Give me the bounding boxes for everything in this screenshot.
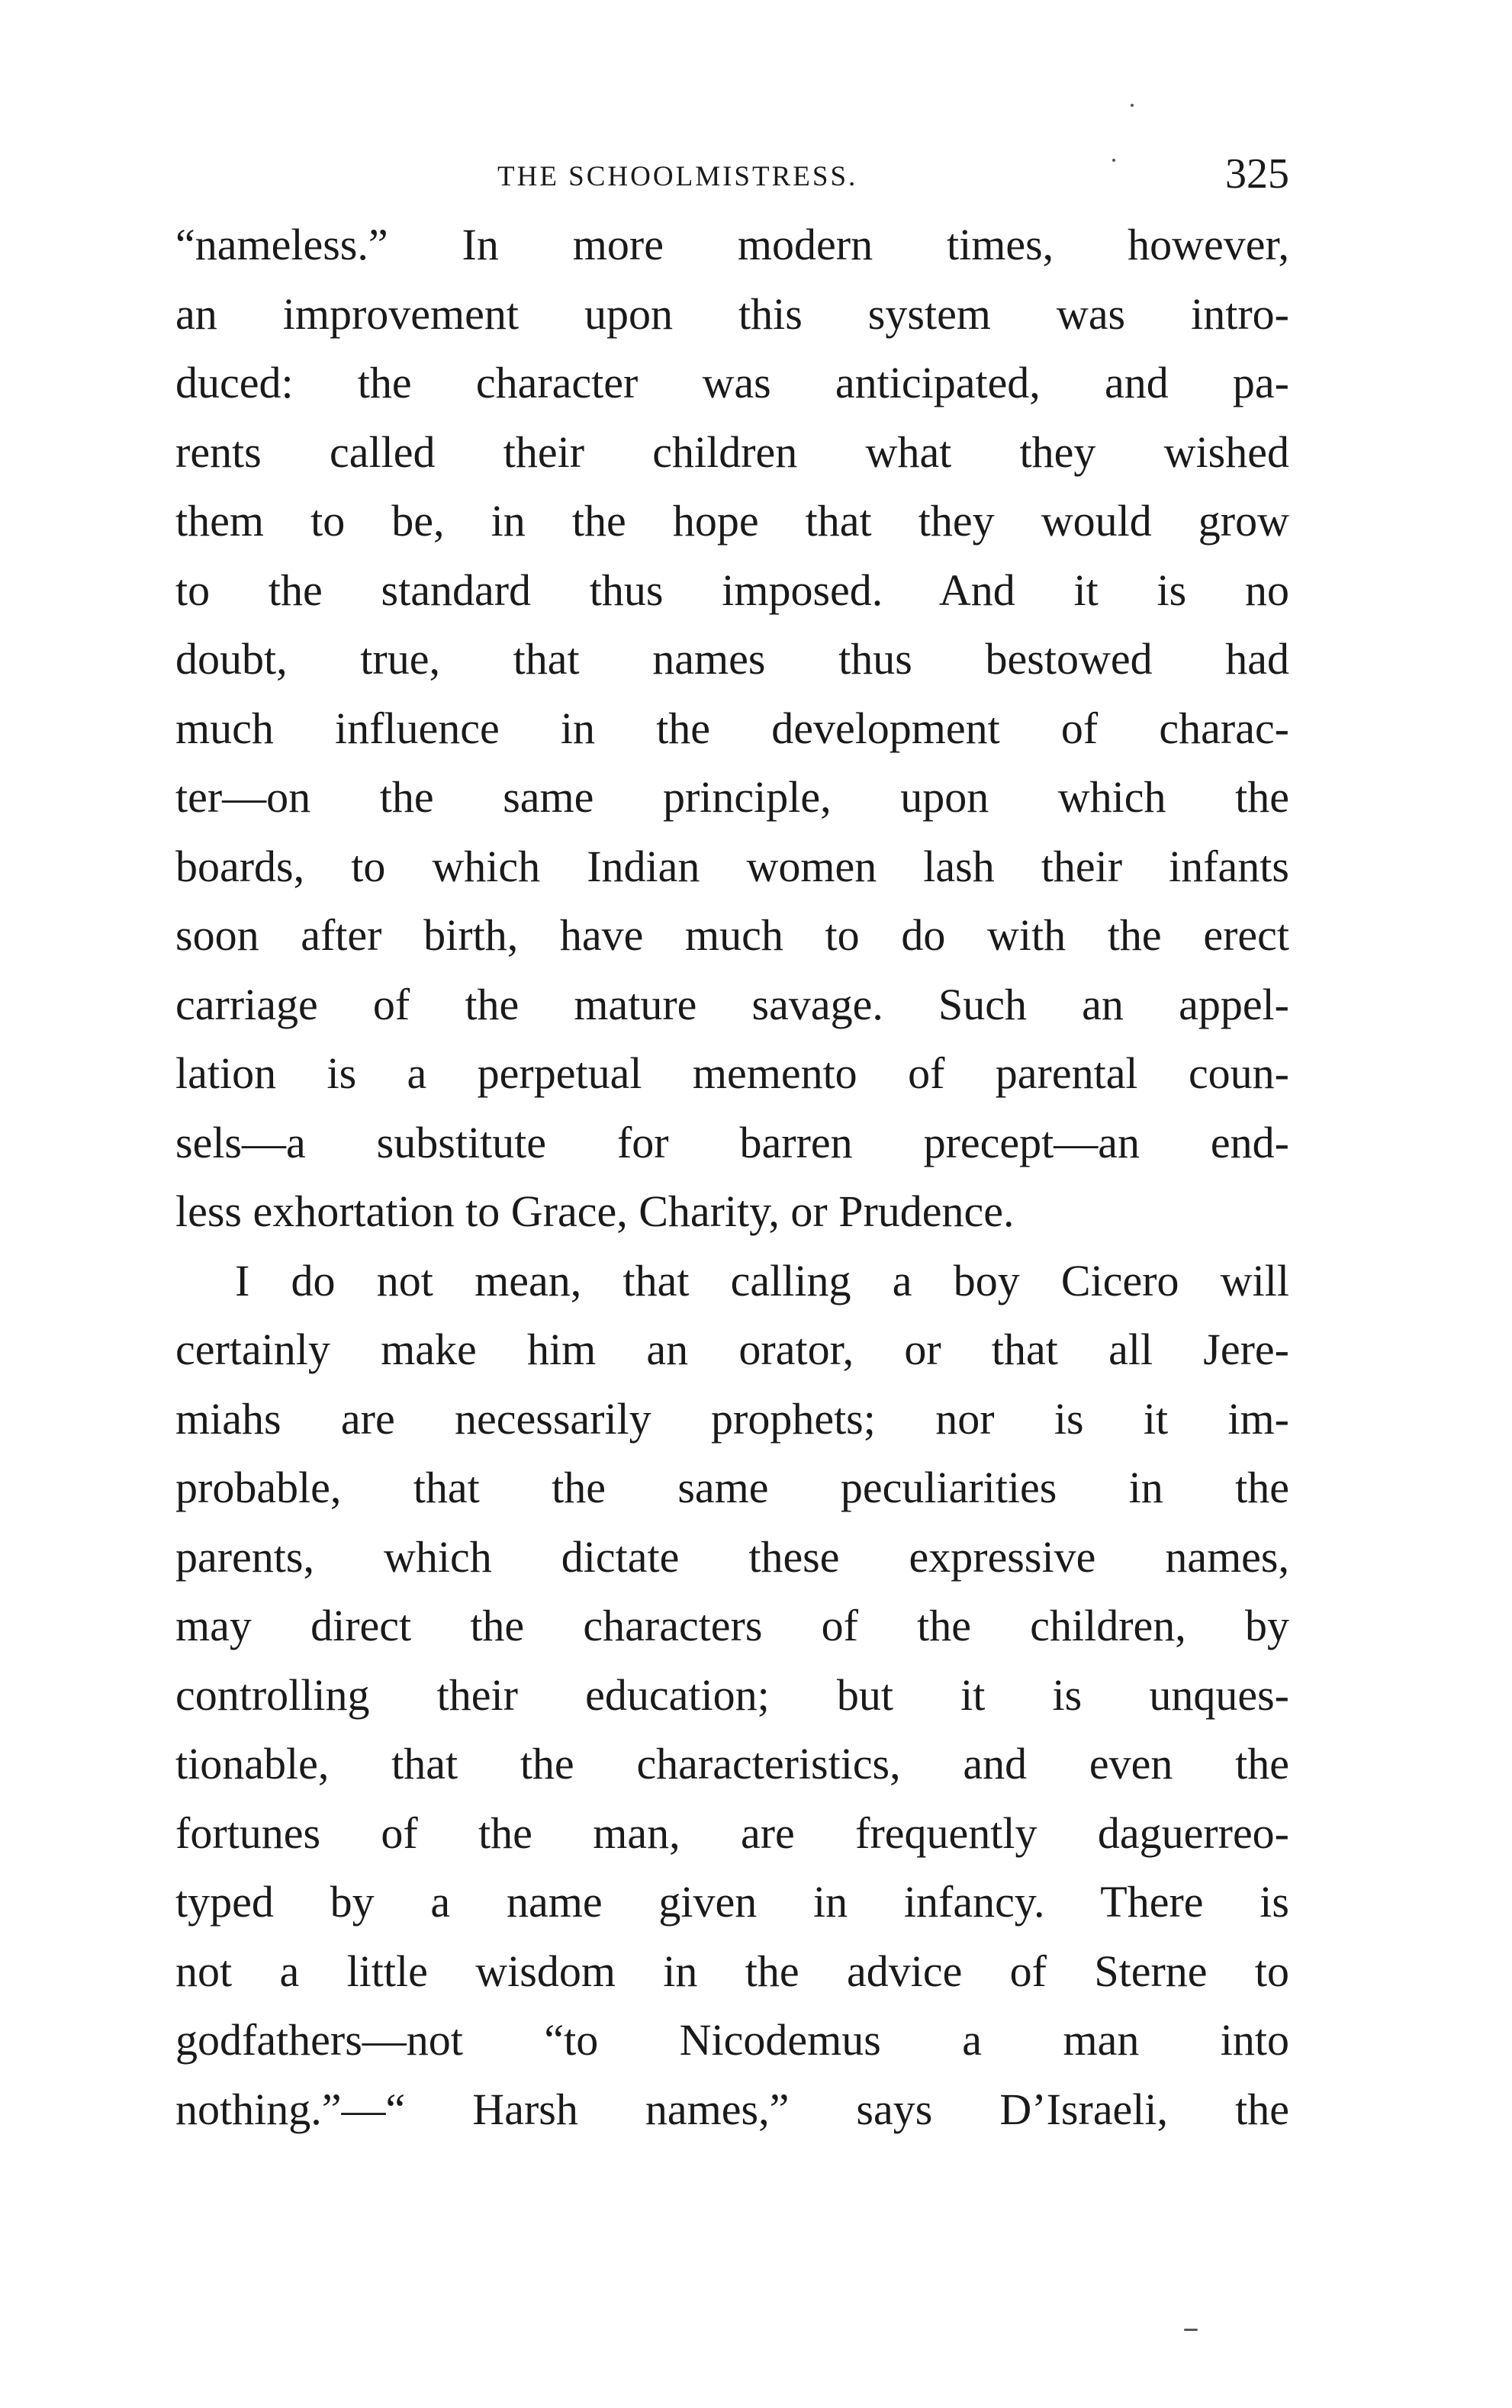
running-title: THE SCHOOLMISTRESS. bbox=[497, 161, 858, 192]
text-line: fortunes of the man, are frequently daguerreo- bbox=[175, 1808, 1289, 1858]
text-line: doubt, true, that names thus bestowed had bbox=[175, 634, 1289, 684]
paragraph-last-line: less exhortation to Grace, Charity, or Prudence. bbox=[175, 1186, 1015, 1236]
text-line: them to be, in the hope that they would grow bbox=[175, 496, 1289, 546]
text-line: an improvement upon this system was intro- bbox=[175, 288, 1289, 339]
text-line: probable, that the same peculiarities in the bbox=[175, 1463, 1289, 1512]
page-number: 325 bbox=[1225, 150, 1289, 198]
body-text bbox=[175, 211, 1289, 2144]
text-line: ter—on the same principle, upon which the bbox=[175, 772, 1289, 822]
text-line: not a little wisdom in the advice of Sterne to bbox=[175, 1946, 1289, 1996]
ink-speck bbox=[1184, 2329, 1198, 2331]
text-line: may direct the characters of the children, by bbox=[175, 1601, 1289, 1650]
text-line: to the standard thus imposed. And it is no bbox=[175, 565, 1289, 615]
ink-speck bbox=[1131, 104, 1134, 107]
text-line: duced: the character was anticipated, and pa- bbox=[175, 358, 1289, 407]
text-line: carriage of the mature savage. Such an appel- bbox=[175, 979, 1289, 1029]
running-head bbox=[175, 150, 1289, 203]
text-line: sels—a substitute for barren precept—an end- bbox=[175, 1117, 1289, 1167]
text-line: “nameless.” In more modern times, however, bbox=[175, 220, 1289, 269]
text-line: tionable, that the characteristics, and even the bbox=[175, 1739, 1289, 1788]
text-line: soon after birth, have much to do with the erect bbox=[175, 910, 1289, 960]
text-line: controlling their education; but it is unques- bbox=[175, 1669, 1289, 1720]
paragraph-first-line: I do not mean, that calling a boy Cicero will bbox=[235, 1255, 1289, 1305]
text-line: miahs are necessarily prophets; nor is it im- bbox=[175, 1393, 1289, 1444]
text-line: parents, which dictate these expressive names, bbox=[175, 1531, 1289, 1582]
text-line: much influence in the development of charac- bbox=[175, 703, 1289, 753]
text-line: lation is a perpetual memento of parental coun- bbox=[175, 1048, 1289, 1098]
text-line: nothing.”—“ Harsh names,” says D’Israeli, the bbox=[175, 2084, 1289, 2134]
text-line: boards, to which Indian women lash their infants bbox=[175, 841, 1289, 891]
text-line: certainly make him an orator, or that all Jere- bbox=[175, 1325, 1289, 1374]
text-line: rents called their children what they wished bbox=[175, 427, 1289, 477]
text-line: godfathers—not “to Nicodemus a man into bbox=[175, 2015, 1289, 2065]
text-line: typed by a name given in infancy. There is bbox=[175, 1877, 1289, 1927]
